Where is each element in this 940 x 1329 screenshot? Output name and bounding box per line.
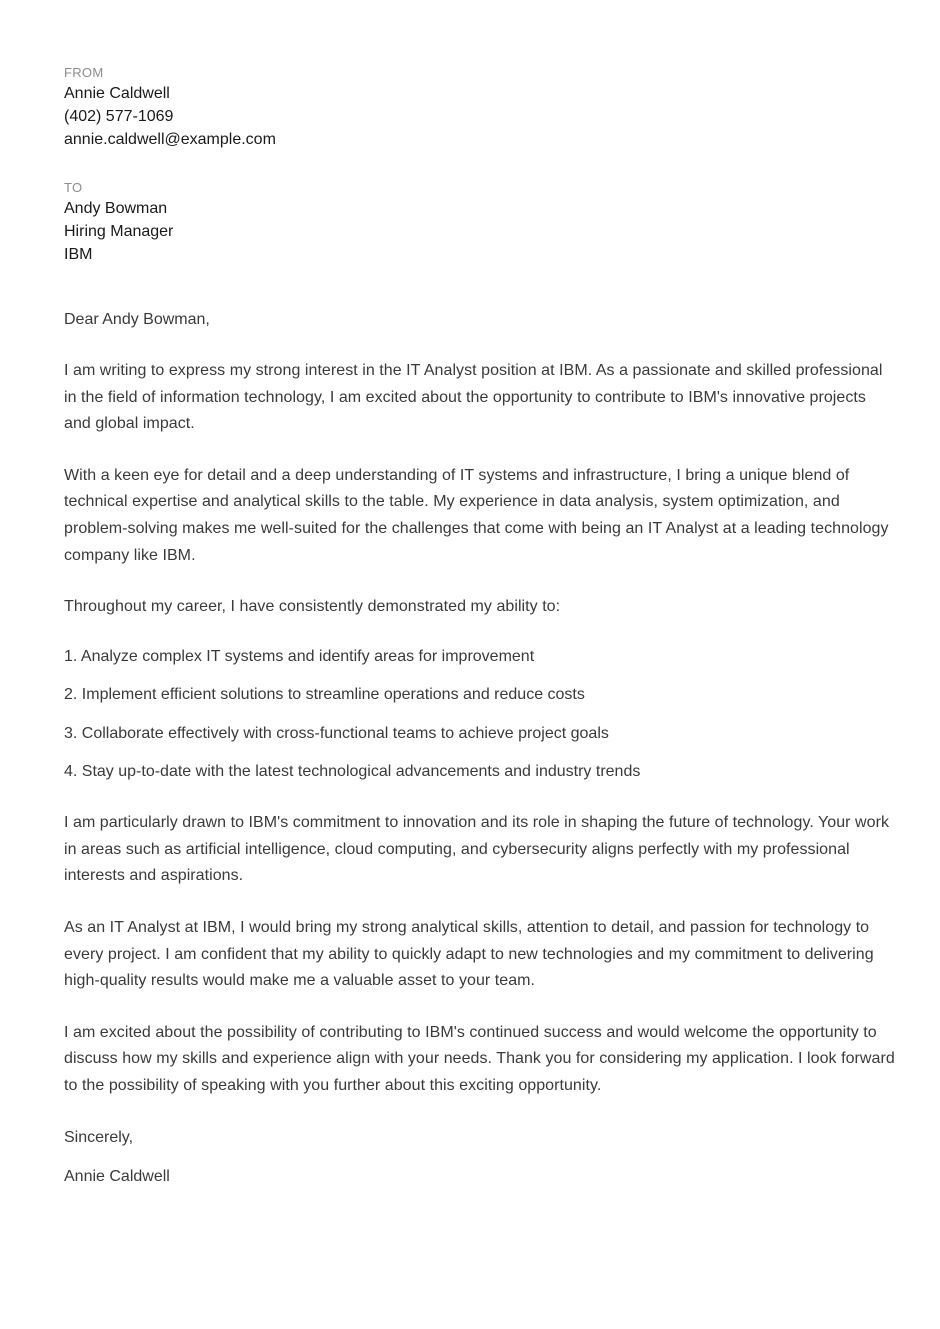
to-label: TO <box>64 180 83 195</box>
paragraph-intro: I am writing to express my strong interest in the IT Analyst position at IBM. As a passionate and skilled professional in the field of information technology, I am excited about the opportunity to contribute to IBM's innovative projects and global impact. <box>64 362 883 433</box>
list-item: 4. Stay up-to-date with the latest technological advancements and industry trends <box>64 763 641 781</box>
from-label: FROM <box>64 65 104 80</box>
paragraph-expertise: With a keen eye for detail and a deep understanding of IT systems and infrastructure, I bring a unique blend of technical expertise and analytical skills to the table. My experience in data analysis, system optimization, and problem-solving makes me well-suited for the challenges that come with being an IT Analyst at a leading technology company like IBM. <box>64 466 889 564</box>
paragraph-value: As an IT Analyst at IBM, I would bring my strong analytical skills, attention to detail, and passion for technology to every project. I am confident that my ability to quickly adapt to new technologies and my commitment to delivering high-quality results would make me a valuable asset to your team. <box>64 919 874 990</box>
recipient-title: Hiring Manager <box>64 223 174 240</box>
recipient-name: Andy Bowman <box>64 200 168 217</box>
sender-phone: (402) 577-1069 <box>64 108 174 125</box>
recipient-company: IBM <box>64 246 93 263</box>
abilities-list <box>64 644 896 786</box>
sender-block <box>64 64 896 151</box>
sender-email: annie.caldwell@example.com <box>64 131 276 148</box>
paragraph-ibm-interest: I am particularly drawn to IBM's commitment to innovation and its role in shaping the future of technology. Your work in areas such as artificial intelligence, cloud computing, and cybersecurity aligns perfectly with my professional interests and aspirations. <box>64 814 890 885</box>
list-item: 1. Analyze complex IT systems and identify areas for improvement <box>64 647 535 665</box>
recipient-block <box>64 179 896 266</box>
signature: Annie Caldwell <box>64 1167 170 1185</box>
salutation: Dear Andy Bowman, <box>64 311 210 328</box>
sender-name: Annie Caldwell <box>64 85 170 102</box>
paragraph-closing: I am excited about the possibility of contributing to IBM's continued success and would welcome the opportunity to discuss how my skills and experience align with your needs. Thank you for considering my application. I look forward to the possibility of speaking with you further about this exciting opportunity. <box>64 1023 895 1094</box>
list-item: 2. Implement efficient solutions to streamline operations and reduce costs <box>64 686 585 704</box>
list-item: 3. Collaborate effectively with cross-functional teams to achieve project goals <box>64 724 609 742</box>
paragraph-abilities-lead: Throughout my career, I have consistently demonstrated my ability to: <box>64 598 561 616</box>
closing: Sincerely, <box>64 1128 134 1146</box>
